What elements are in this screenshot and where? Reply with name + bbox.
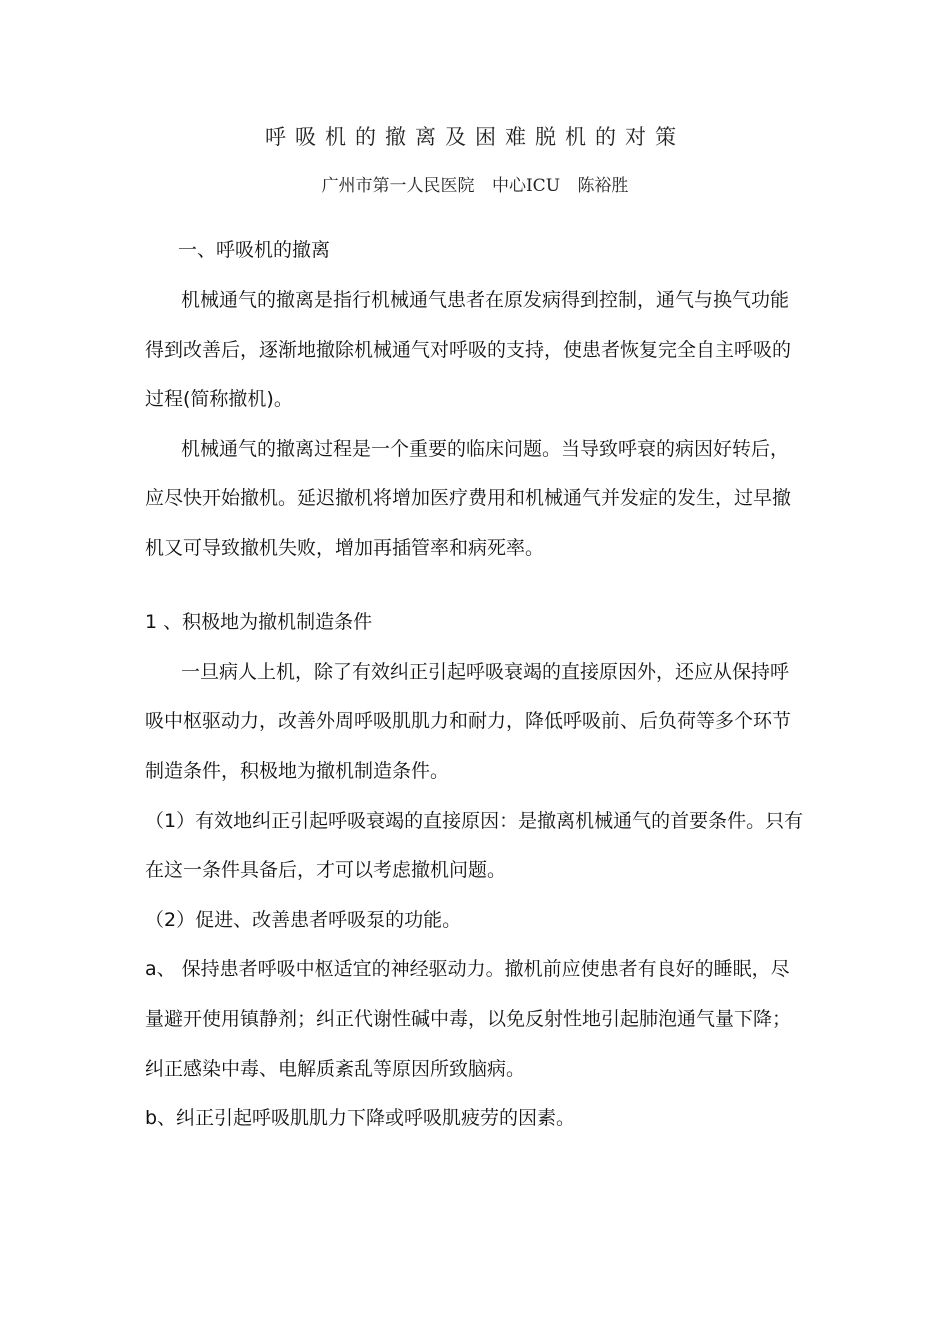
section-heading: 一、呼吸机的撤离 (178, 239, 331, 261)
list-item-line: （1）有效地纠正引起呼吸衰竭的直接原因：是撤离机械通气的首要条件。只有 (145, 810, 804, 832)
paragraph-line: 吸中枢驱动力，改善外周呼吸肌肌力和耐力，降低呼吸前、后负荷等多个环节 (145, 710, 792, 732)
paragraph-line: 机械通气的撤离过程是一个重要的临床问题。当导致呼衰的病因好转后， (181, 438, 790, 460)
document-title: 呼吸机的撤离及困难脱机的对策 (265, 125, 685, 149)
list-item-line: （2）促进、改善患者呼吸泵的功能。 (145, 909, 462, 931)
paragraph-line: 制造条件，积极地为撤机制造条件。 (145, 760, 450, 782)
paragraph-line: 过程(简称撤机)。 (145, 388, 293, 410)
list-item-line: 量避开使用镇静剂；纠正代谢性碱中毒，以免反射性地引起肺泡通气量下降； (145, 1008, 792, 1030)
paragraph-line: 机械通气的撤离是指行机械通气患者在原发病得到控制，通气与换气功能 (181, 289, 790, 311)
list-item-line: a、 保持患者呼吸中枢适宜的神经驱动力。撤机前应使患者有良好的睡眠，尽 (145, 958, 790, 980)
author-line (0, 173, 950, 199)
paragraph-line: 一旦病人上机，除了有效纠正引起呼吸衰竭的直接原因外，还应从保持呼 (181, 661, 790, 683)
department-name: 中心ICU (491, 176, 561, 196)
paragraph-line: 机又可导致撤机失败，增加再插管率和病死率。 (145, 537, 545, 559)
subsection-heading: 1 、积极地为撤机制造条件 (145, 611, 373, 633)
list-item-line: 在这一条件具备后，才可以考虑撤机问题。 (145, 859, 507, 881)
author-name: 陈裕胜 (577, 176, 629, 196)
paragraph-line: 得到改善后，逐渐地撤除机械通气对呼吸的支持，使患者恢复完全自主呼吸的 (145, 339, 792, 361)
paragraph-line: 应尽快开始撤机。延迟撤机将增加医疗费用和机械通气并发症的发生，过早撤 (145, 487, 792, 509)
list-item-line: b、纠正引起呼吸肌肌力下降或呼吸肌疲劳的因素。 (145, 1107, 576, 1129)
hospital-name: 广州市第一人民医院 (321, 176, 475, 196)
list-item-line: 纠正感染中毒、电解质紊乱等原因所致脑病。 (145, 1058, 526, 1080)
